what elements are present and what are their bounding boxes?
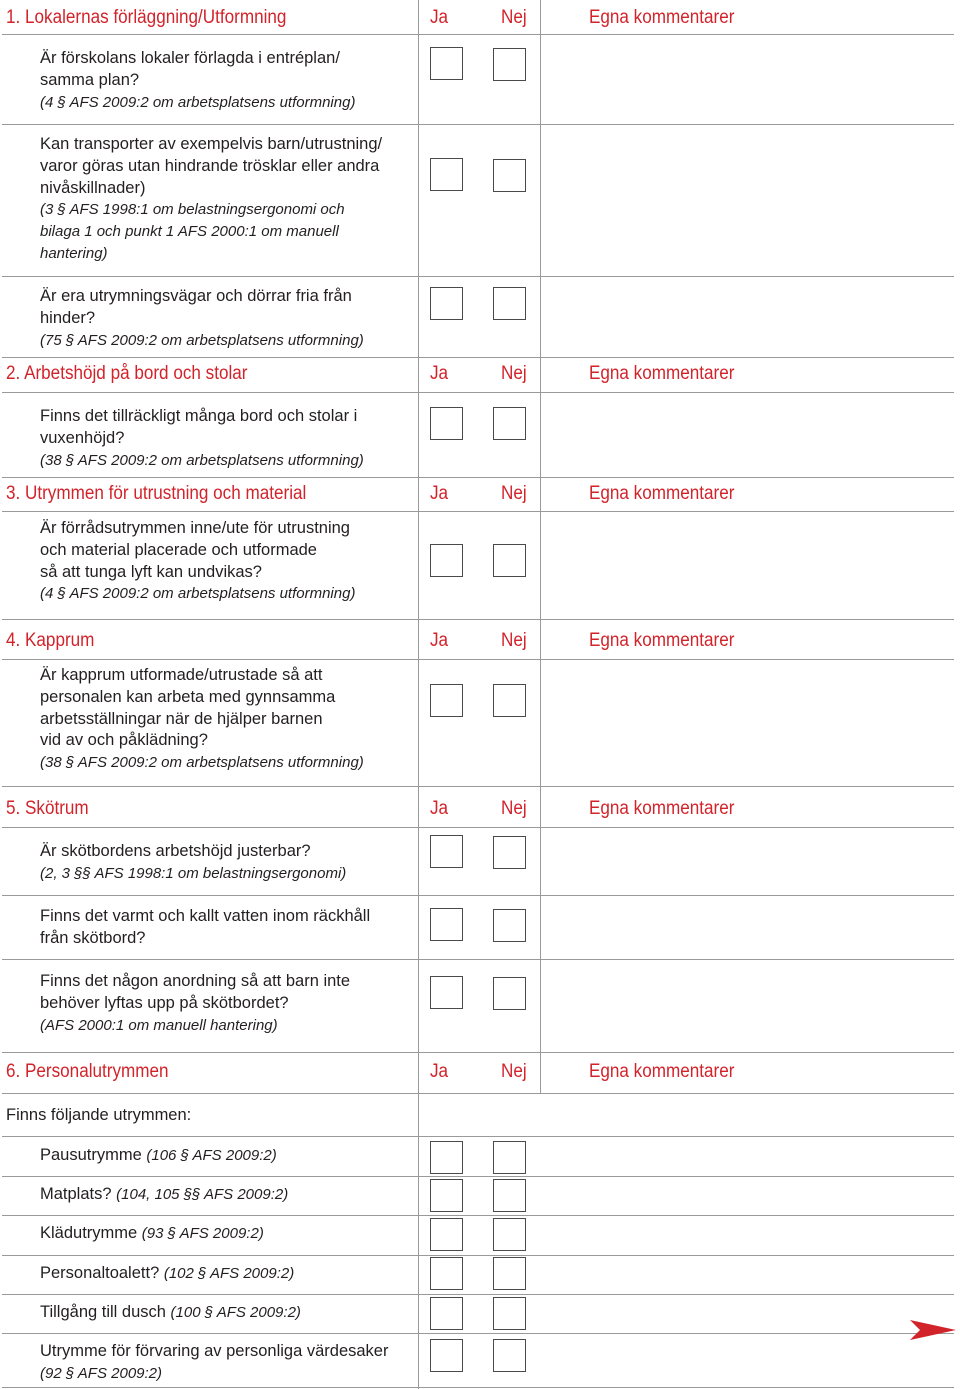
checkbox-ja[interactable] xyxy=(430,1218,463,1251)
list-item xyxy=(40,1341,420,1385)
question xyxy=(40,48,440,113)
row-divider xyxy=(2,1294,954,1295)
row-divider xyxy=(2,1387,954,1388)
checkbox-ja[interactable] xyxy=(430,1339,463,1372)
row-divider xyxy=(2,276,954,277)
row-divider xyxy=(2,357,954,358)
section-title: 1. Lokalernas förläggning/Utformning xyxy=(6,7,287,28)
checkbox-ja[interactable] xyxy=(430,407,463,440)
question-reference: (38 § AFS 2009:2 om arbetsplatsens utformning) xyxy=(40,754,364,772)
question-text: Är skötbordens arbetshöjd justerbar? xyxy=(40,842,311,860)
question-reference: (3 § AFS 1998:1 om belastningsergonomi och bilaga 1 och punkt 1 AFS 2000:1 om manuell hantering) xyxy=(40,201,345,262)
item-reference: (102 § AFS 2009:2) xyxy=(163,1265,295,1282)
row-divider xyxy=(2,34,954,35)
item-reference: (92 § AFS 2009:2) xyxy=(40,1364,163,1382)
checkbox-ja[interactable] xyxy=(430,544,463,577)
checkbox-nej[interactable] xyxy=(493,544,526,577)
checkbox-nej[interactable] xyxy=(493,977,526,1010)
question-text: Är förrådsutrymmen inne/ute för utrustning och material placerade och utformade så att tunga lyft kan undvikas? xyxy=(40,519,350,581)
checkbox-ja[interactable] xyxy=(430,287,463,320)
column-header-nej: Nej xyxy=(501,363,527,384)
question-text: Kan transporter av exempelvis barn/utrustning/ varor göras utan hindrande trösklar eller andra nivåskillnader) xyxy=(40,135,383,197)
item-text: Personaltoalett? xyxy=(40,1264,160,1282)
question xyxy=(40,286,440,351)
checkbox-ja[interactable] xyxy=(430,1257,463,1290)
row-divider xyxy=(2,1215,954,1216)
question xyxy=(40,906,440,950)
checkbox-nej[interactable] xyxy=(493,159,526,192)
question-text: Är era utrymningsvägar och dörrar fria från hinder? xyxy=(40,287,352,327)
section-title: 4. Kapprum xyxy=(6,630,95,651)
row-divider xyxy=(2,1052,954,1053)
question-reference: (4 § AFS 2009:2 om arbetsplatsens utformning) xyxy=(40,585,356,603)
section-title: 2. Arbetshöjd på bord och stolar xyxy=(6,363,248,384)
checkbox-ja[interactable] xyxy=(430,1297,463,1330)
column-header-nej: Nej xyxy=(501,483,527,504)
item-text: Klädutrymme xyxy=(40,1224,138,1242)
checkbox-ja[interactable] xyxy=(430,908,463,941)
checkbox-nej[interactable] xyxy=(493,684,526,717)
item-text: Pausutrymme xyxy=(40,1146,142,1164)
checkbox-nej[interactable] xyxy=(493,836,526,869)
section-title: 3. Utrymmen för utrustning och material xyxy=(6,483,307,504)
question xyxy=(40,134,440,265)
column-header-ja: Ja xyxy=(430,483,449,504)
row-divider xyxy=(2,477,954,478)
checkbox-nej[interactable] xyxy=(493,1297,526,1330)
question-reference: (4 § AFS 2009:2 om arbetsplatsens utformning) xyxy=(40,93,356,111)
checkbox-ja[interactable] xyxy=(430,835,463,868)
checkbox-ja[interactable] xyxy=(430,1179,463,1212)
checkbox-nej[interactable] xyxy=(493,407,526,440)
question-text: Finns det varmt och kallt vatten inom räckhåll från skötbord? xyxy=(40,907,371,947)
row-divider xyxy=(2,511,954,512)
column-header-nej: Nej xyxy=(501,1061,527,1082)
item-text: Matplats? xyxy=(40,1185,112,1203)
question-reference: (75 § AFS 2009:2 om arbetsplatsens utformning) xyxy=(40,331,364,349)
item-reference: (104, 105 §§ AFS 2009:2) xyxy=(116,1186,289,1203)
question-reference: (38 § AFS 2009:2 om arbetsplatsens utformning) xyxy=(40,451,364,469)
column-header-ja: Ja xyxy=(430,363,449,384)
section-title: 6. Personalutrymmen xyxy=(6,1061,169,1082)
column-header-ja: Ja xyxy=(430,798,449,819)
column-header-comments: Egna kommentarer xyxy=(589,630,735,651)
row-divider xyxy=(2,827,954,828)
checkbox-nej[interactable] xyxy=(493,287,526,320)
list-item xyxy=(40,1222,264,1245)
row-divider xyxy=(2,1093,954,1094)
question-reference: (AFS 2000:1 om manuell hantering) xyxy=(40,1016,278,1034)
question-reference: (2, 3 §§ AFS 1998:1 om belastningsergonomi) xyxy=(40,864,347,882)
column-header-ja: Ja xyxy=(430,7,449,28)
list-item xyxy=(40,1301,301,1324)
item-reference: (106 § AFS 2009:2) xyxy=(146,1147,277,1164)
question-text: Är förskolans lokaler förlagda i entréplan/ samma plan? xyxy=(40,49,340,89)
checkbox-nej[interactable] xyxy=(493,1179,526,1212)
row-divider xyxy=(2,392,954,393)
row-divider xyxy=(2,786,954,787)
checkbox-ja[interactable] xyxy=(430,684,463,717)
question xyxy=(40,665,440,774)
row-divider xyxy=(2,1136,954,1137)
question xyxy=(40,406,440,471)
item-text: Tillgång till dusch xyxy=(40,1303,166,1321)
row-divider xyxy=(2,659,954,660)
row-divider xyxy=(2,1255,954,1256)
question-text: Finns det tillräckligt många bord och stolar i vuxenhöjd? xyxy=(40,407,358,447)
question-text: Är kapprum utformade/utrustade så att personalen kan arbeta med gynnsamma arbetsställningar när de hjälper barnen vid av och påklädning? xyxy=(40,666,336,750)
column-header-comments: Egna kommentarer xyxy=(589,363,735,384)
item-reference: (100 § AFS 2009:2) xyxy=(170,1304,301,1321)
row-divider xyxy=(2,895,954,896)
checkbox-ja[interactable] xyxy=(430,158,463,191)
checkbox-nej[interactable] xyxy=(493,1339,526,1372)
row-divider xyxy=(2,959,954,960)
checkbox-nej[interactable] xyxy=(493,1141,526,1174)
column-header-ja: Ja xyxy=(430,630,449,651)
list-item xyxy=(40,1144,277,1167)
section-intro: Finns följande utrymmen: xyxy=(6,1106,192,1124)
checkbox-nej[interactable] xyxy=(493,48,526,81)
row-divider xyxy=(2,124,954,125)
column-header-comments: Egna kommentarer xyxy=(589,483,735,504)
column-header-nej: Nej xyxy=(501,7,527,28)
item-reference: (93 § AFS 2009:2) xyxy=(141,1225,264,1242)
list-item xyxy=(40,1183,288,1206)
checkbox-ja[interactable] xyxy=(430,1141,463,1174)
column-divider-comments xyxy=(540,0,541,1094)
question-text: Finns det någon anordning så att barn inte behöver lyftas upp på skötbordet? xyxy=(40,972,351,1012)
checkbox-nej[interactable] xyxy=(493,1218,526,1251)
list-item xyxy=(40,1262,294,1285)
arrow-right-icon xyxy=(910,1320,956,1340)
row-divider xyxy=(2,1333,954,1334)
column-header-ja: Ja xyxy=(430,1061,449,1082)
column-header-comments: Egna kommentarer xyxy=(589,7,735,28)
column-header-comments: Egna kommentarer xyxy=(589,1061,735,1082)
question xyxy=(40,971,440,1036)
checkbox-ja[interactable] xyxy=(430,976,463,1009)
row-divider xyxy=(2,1176,954,1177)
column-header-nej: Nej xyxy=(501,630,527,651)
checkbox-nej[interactable] xyxy=(493,909,526,942)
column-header-nej: Nej xyxy=(501,798,527,819)
item-text: Utrymme för förvaring av personliga värdesaker xyxy=(40,1342,389,1360)
row-divider xyxy=(2,619,954,620)
section-title: 5. Skötrum xyxy=(6,798,89,819)
column-header-comments: Egna kommentarer xyxy=(589,798,735,819)
checkbox-ja[interactable] xyxy=(430,47,463,80)
checkbox-nej[interactable] xyxy=(493,1257,526,1290)
question xyxy=(40,841,440,885)
question xyxy=(40,518,440,605)
